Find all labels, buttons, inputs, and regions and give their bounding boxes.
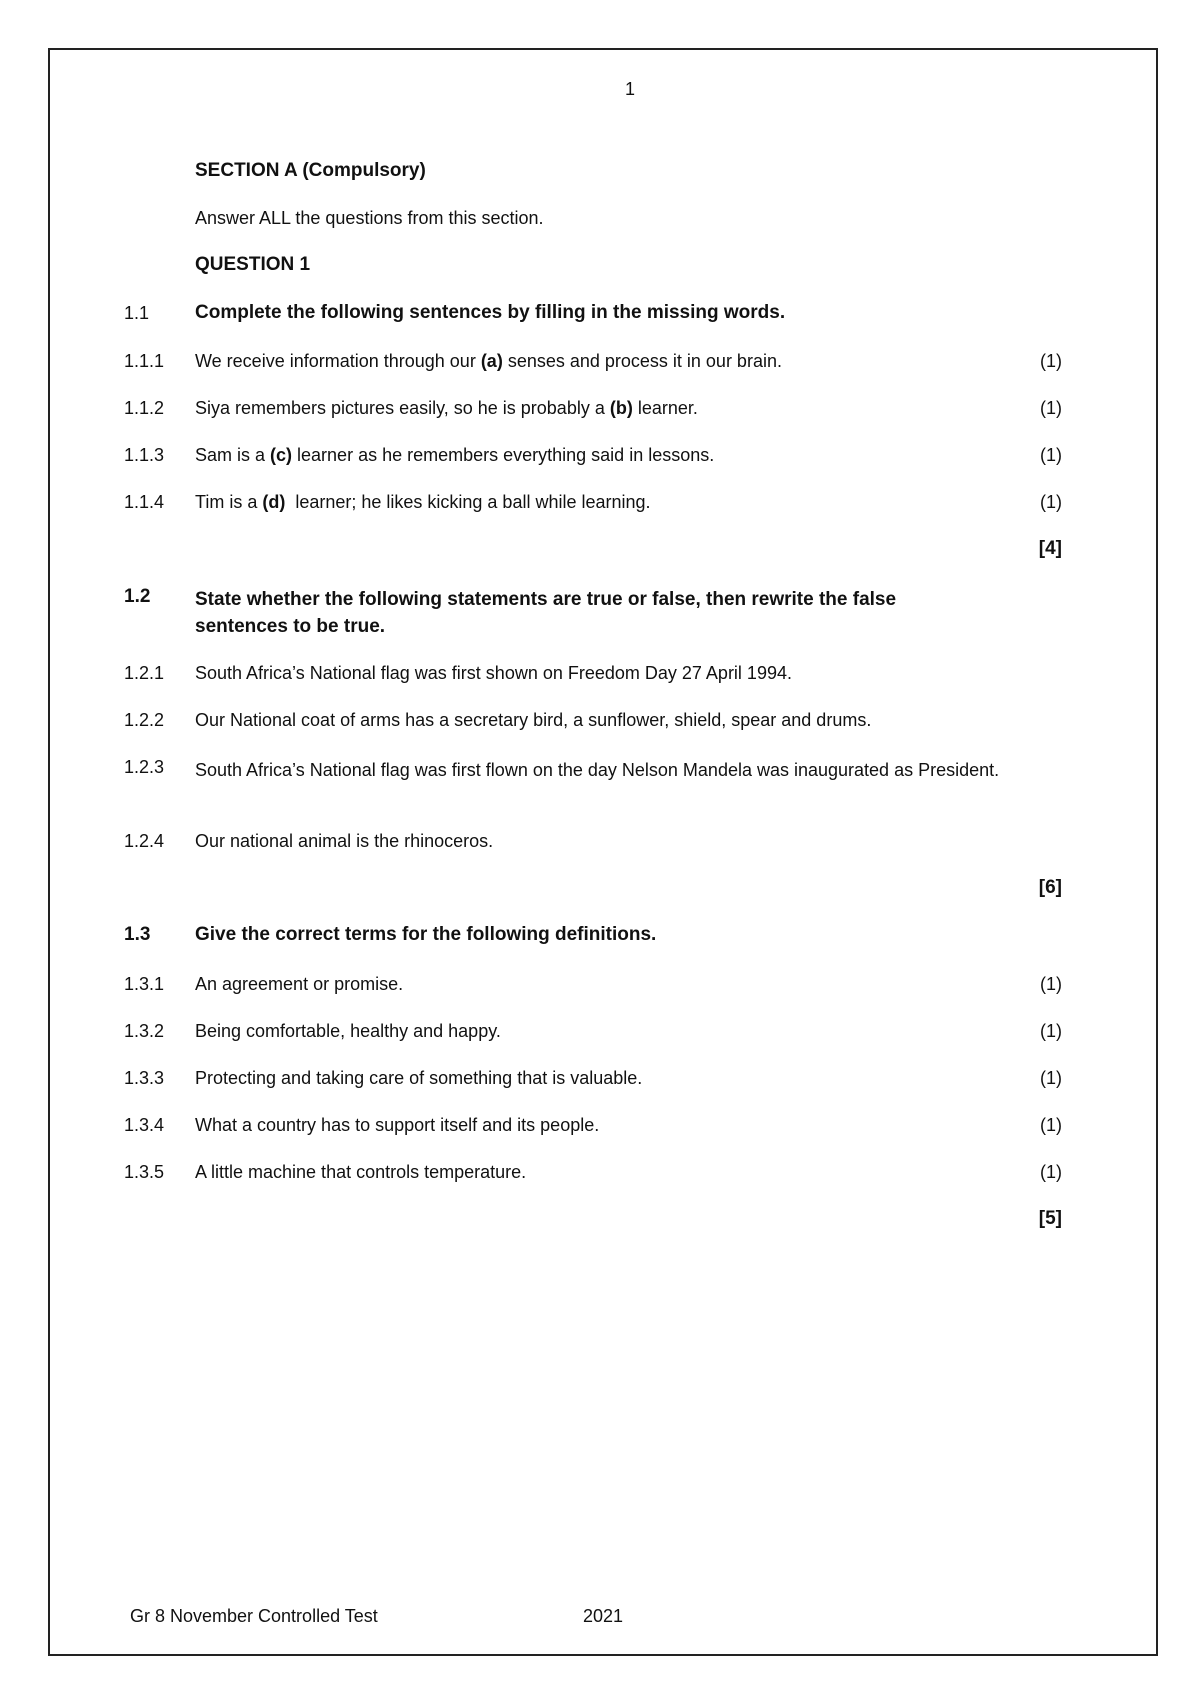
q1-2-1-text: South Africa’s National flag was first shown on Freedom Day 27 April 1994. (195, 663, 792, 683)
q1-3-heading: Give the correct terms for the following definitions. (195, 924, 657, 945)
q1-1-3-mark: (1) (1040, 445, 1062, 465)
q1-3-2-mark: (1) (1040, 1021, 1062, 1041)
q1-1-3-number: 1.1.3 (124, 445, 165, 465)
q1-1-number: 1.1 (124, 303, 150, 323)
q1-3-1-text: An agreement or promise. (195, 974, 404, 994)
q1-2-heading: State whether the following statements are true or false, then rewrite the false sentences to be true. (195, 589, 897, 637)
footer-title: Gr 8 November Controlled Test (130, 1606, 378, 1626)
q1-1-total: [4] (1038, 538, 1062, 559)
q1-2-2-number: 1.2.2 (124, 710, 165, 730)
q1-1-4-text: Tim is a (d) learner; he likes kicking a ball while learning. (195, 492, 651, 512)
q1-1-1-text: We receive information through our (a) senses and process it in our brain. (195, 351, 782, 371)
q1-3-4-number: 1.3.4 (124, 1115, 165, 1135)
q1-1-4-number: 1.1.4 (124, 492, 165, 512)
q1-2-4-text: Our national animal is the rhinoceros. (195, 831, 494, 851)
q1-1-2-text: Siya remembers pictures easily, so he is probably a (b) learner. (195, 398, 698, 418)
q1-1-heading: Complete the following sentences by filling in the missing words. (195, 302, 786, 323)
q1-2-1-number: 1.2.1 (124, 663, 165, 683)
blank-d: (d) (262, 492, 286, 512)
blank-b: (b) (609, 398, 633, 418)
q1-1-1-number: 1.1.1 (124, 351, 165, 371)
q1-3-2-text: Being comfortable, healthy and happy. (195, 1021, 501, 1041)
q1-3-3-text: Protecting and taking care of something that is valuable. (195, 1068, 643, 1088)
q1-2-3-number: 1.2.3 (124, 757, 165, 777)
q1-2-2-text: Our National coat of arms has a secretary bird, a sunflower, shield, spear and drums. (195, 710, 872, 730)
footer-year: 2021 (583, 1606, 624, 1626)
q1-3-5-number: 1.3.5 (124, 1162, 165, 1182)
blank-c: (c) (270, 445, 293, 465)
q1-1-1-mark: (1) (1040, 351, 1062, 371)
q1-1-2-mark: (1) (1040, 398, 1062, 418)
page-number: 1 (624, 79, 635, 99)
q1-3-total: [5] (1038, 1208, 1062, 1229)
q1-2-3-text: South Africa’s National flag was first flown on the day Nelson Mandela was inaugurated as President. (195, 760, 1000, 780)
q1-3-3-mark: (1) (1040, 1068, 1062, 1088)
q1-1-4-mark: (1) (1040, 492, 1062, 512)
page-border (48, 48, 1158, 1656)
q1-3-1-mark: (1) (1040, 974, 1062, 994)
blank-a: (a) (480, 351, 503, 371)
q1-3-4-text: What a country has to support itself and its people. (195, 1115, 600, 1135)
q1-2-number: 1.2 (124, 586, 151, 607)
q1-3-3-number: 1.3.3 (124, 1068, 165, 1088)
q1-3-5-mark: (1) (1040, 1162, 1062, 1182)
section-title: SECTION A (Compulsory) (195, 160, 426, 181)
q1-3-number: 1.3 (124, 924, 151, 945)
q1-3-1-number: 1.3.1 (124, 974, 165, 994)
q1-3-2-number: 1.3.2 (124, 1021, 165, 1041)
q1-2-4-number: 1.2.4 (124, 831, 165, 851)
instruction: Answer ALL the questions from this section. (195, 208, 544, 228)
q1-3-4-mark: (1) (1040, 1115, 1062, 1135)
q1-2-total: [6] (1038, 877, 1062, 898)
q1-1-2-number: 1.1.2 (124, 398, 165, 418)
question-title: QUESTION 1 (195, 254, 311, 275)
q1-3-5-text: A little machine that controls temperature. (195, 1162, 527, 1182)
q1-1-3-text: Sam is a (c) learner as he remembers everything said in lessons. (195, 445, 715, 465)
